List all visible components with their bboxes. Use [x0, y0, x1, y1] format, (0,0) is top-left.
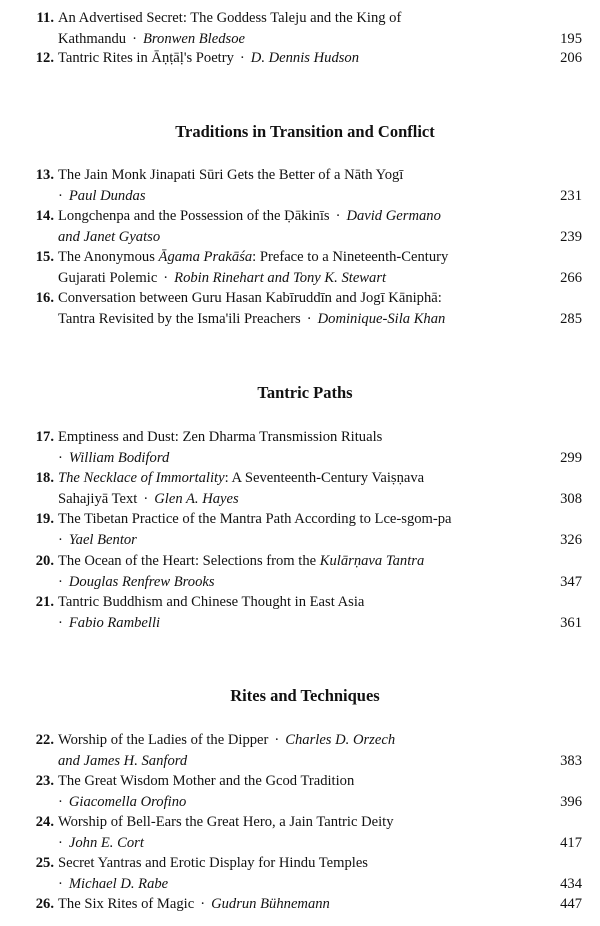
entry-line-1 [58, 894, 330, 915]
entry-line-1 [58, 206, 441, 227]
entry-line-2 [58, 530, 137, 551]
entry-number: 26 . [28, 894, 54, 915]
entry-number: 25 . [28, 853, 54, 874]
entry-title: Secret Yantras and Erotic Display for Hindu Temples [58, 855, 368, 871]
entry-title-pre: The Anonymous [58, 249, 159, 265]
entry-author: Robin Rinehart and Tony K. Stewart [174, 269, 387, 286]
toc-entry[interactable] [28, 8, 582, 49]
toc-entry[interactable] [28, 551, 582, 592]
entry-line-2 [58, 613, 160, 634]
entry-number: 18 . [28, 468, 54, 489]
entry-author: D. Dennis Hudson [250, 50, 360, 66]
toc-entry[interactable] [28, 288, 582, 329]
separator-dot: · [58, 793, 63, 810]
entry-line-1 [58, 247, 448, 268]
entry-author: Fabio Rambelli [68, 614, 161, 631]
entry-page-number: 396 [560, 793, 582, 810]
entry-title-italic: The Necklace of Immortality [58, 470, 225, 486]
entry-line-2 [58, 833, 144, 854]
toc-entry[interactable] [28, 468, 582, 509]
entry-author: Michael D. Rabe [68, 875, 169, 892]
entry-line-2 [58, 874, 168, 895]
entry-author: Charles D. Orzech [285, 732, 396, 748]
entry-page-number: 361 [560, 614, 582, 631]
entry-number: 11 . [28, 8, 54, 29]
entry-page-number: 326 [560, 531, 582, 548]
entry-number: 22 . [28, 730, 54, 751]
separator-dot: · [58, 834, 63, 851]
toc-entry[interactable] [28, 48, 582, 69]
entry-title: The Tibetan Practice of the Mantra Path According to Lce-sgom-pa [58, 511, 452, 527]
entry-page-number: 231 [560, 187, 582, 204]
entry-title-italic: Āgama Prakāśa [158, 249, 253, 265]
entry-author: Yael Bentor [68, 531, 137, 548]
entry-line-2 [58, 489, 239, 510]
entry-title: Tantric Rites in Āṇṭāḷ's Poetry [58, 50, 234, 66]
separator-dot: · [58, 187, 63, 204]
entry-author: Glen A. Hayes [154, 490, 239, 507]
entry-author-cont: and James H. Sanford [58, 752, 188, 769]
toc-entry[interactable] [28, 771, 582, 812]
toc-entry[interactable] [28, 853, 582, 894]
entry-line-2 [58, 448, 169, 469]
separator-dot: · [58, 531, 63, 548]
entry-line-2 [58, 572, 215, 593]
entry-number: 20 . [28, 551, 54, 572]
toc-entry[interactable] [28, 894, 582, 915]
entry-page-number: 266 [560, 269, 582, 286]
entry-page-number: 434 [560, 875, 582, 892]
entry-title: An Advertised Secret: The Goddess Taleju and the King of [58, 10, 402, 26]
section-heading: Tantric Paths [257, 383, 353, 402]
entry-author: Paul Dundas [68, 187, 146, 204]
entry-title-cont: Gujarati Polemic [58, 269, 158, 286]
entry-title: Worship of the Ladies of the Dipper [58, 732, 269, 748]
entry-line-2 [58, 186, 146, 207]
entry-line-2 [58, 309, 445, 330]
entry-title-post: : A Seventeenth-Century Vaiṣṇava [224, 470, 425, 486]
entry-author: Bronwen Bledsoe [142, 30, 245, 47]
entry-line-2 [58, 29, 245, 50]
entry-title: Emptiness and Dust: Zen Dharma Transmission Rituals [58, 429, 383, 445]
toc-entry[interactable] [28, 247, 582, 288]
entry-number: 12 . [28, 48, 54, 69]
entry-title: Tantric Buddhism and Chinese Thought in East Asia [58, 594, 365, 610]
separator-dot: · [274, 732, 280, 748]
entry-author: William Bodiford [68, 449, 170, 466]
entry-page-number: 447 [560, 896, 582, 912]
separator-dot: · [306, 310, 312, 327]
entry-page-number: 285 [560, 310, 582, 327]
entry-number: 14 . [28, 206, 54, 227]
entry-author-cont: and Janet Gyatso [58, 228, 161, 245]
entry-title-italic: Kulārṇava Tantra [319, 553, 425, 569]
entry-title-cont: Kathmandu [58, 30, 127, 47]
entry-page-number: 195 [560, 30, 582, 47]
entry-line-2 [58, 268, 386, 289]
entry-number: 13 . [28, 165, 54, 186]
separator-dot: · [239, 50, 245, 66]
separator-dot: · [58, 573, 63, 590]
entry-title: The Jain Monk Jinapati Sūri Gets the Better of a Nāth Yogī [58, 167, 404, 183]
separator-dot: · [143, 490, 149, 507]
entry-number: 23 . [28, 771, 54, 792]
section-heading: Traditions in Transition and Conflict [175, 122, 435, 141]
entry-title: Worship of Bell-Ears the Great Hero, a Jain Tantric Deity [58, 814, 394, 830]
entry-author: Douglas Renfrew Brooks [68, 573, 215, 590]
separator-dot: · [163, 269, 169, 286]
entry-title: Longchenpa and the Possession of the Ḍākinīs [58, 208, 330, 224]
toc-entry[interactable] [28, 812, 582, 853]
entry-author: David Germano [346, 208, 441, 224]
entry-line-1 [58, 48, 359, 69]
toc-entry[interactable] [28, 509, 582, 550]
entry-title: The Six Rites of Magic [58, 896, 195, 912]
entry-page-number: 347 [560, 573, 582, 590]
separator-dot: · [132, 30, 137, 47]
entry-line-1 [58, 730, 395, 751]
entry-number: 17 . [28, 427, 54, 448]
entry-author: John E. Cort [68, 834, 144, 851]
entry-number: 21 . [28, 592, 54, 613]
entry-page-number: 299 [560, 449, 582, 466]
section-heading: Rites and Techniques [230, 686, 380, 705]
entry-title-pre: The Ocean of the Heart: Selections from the [58, 553, 320, 569]
entry-number: 24 . [28, 812, 54, 833]
entry-number: 19 . [28, 509, 54, 530]
entry-title-cont: Sahajiyā Text [58, 490, 138, 507]
toc-entry[interactable] [28, 730, 582, 771]
entry-line-1 [58, 551, 424, 572]
entry-page-number: 417 [560, 834, 582, 851]
toc-entry[interactable] [28, 165, 582, 206]
entry-title-cont: Tantra Revisited by the Isma'ili Preachers [58, 310, 301, 327]
entry-author: Dominique-Sila Khan [317, 310, 446, 327]
entry-number: 15 . [28, 247, 54, 268]
entry-author: Giacomella Orofino [68, 793, 187, 810]
entry-line-1 [58, 468, 424, 489]
entry-line-2 [58, 792, 186, 813]
entry-page-number: 206 [560, 50, 582, 66]
toc-entry[interactable] [28, 592, 582, 633]
toc-entry[interactable] [28, 206, 582, 247]
entry-author: Gudrun Bühnemann [211, 896, 330, 912]
entry-number: 16 . [28, 288, 54, 309]
entry-title: Conversation between Guru Hasan Kabīruddīn and Jogī Kāniphā: [58, 290, 442, 306]
separator-dot: · [335, 208, 341, 224]
separator-dot: · [58, 614, 63, 631]
entry-page-number: 383 [560, 752, 582, 769]
entry-title: The Great Wisdom Mother and the Gcod Tradition [58, 773, 355, 789]
separator-dot: · [58, 875, 63, 892]
entry-page-number: 308 [560, 490, 582, 507]
separator-dot: · [58, 449, 63, 466]
entry-page-number: 239 [560, 228, 582, 245]
entry-title-post: : Preface to a Nineteenth-Century [252, 249, 449, 265]
separator-dot: · [200, 896, 206, 912]
toc-entry[interactable] [28, 427, 582, 468]
